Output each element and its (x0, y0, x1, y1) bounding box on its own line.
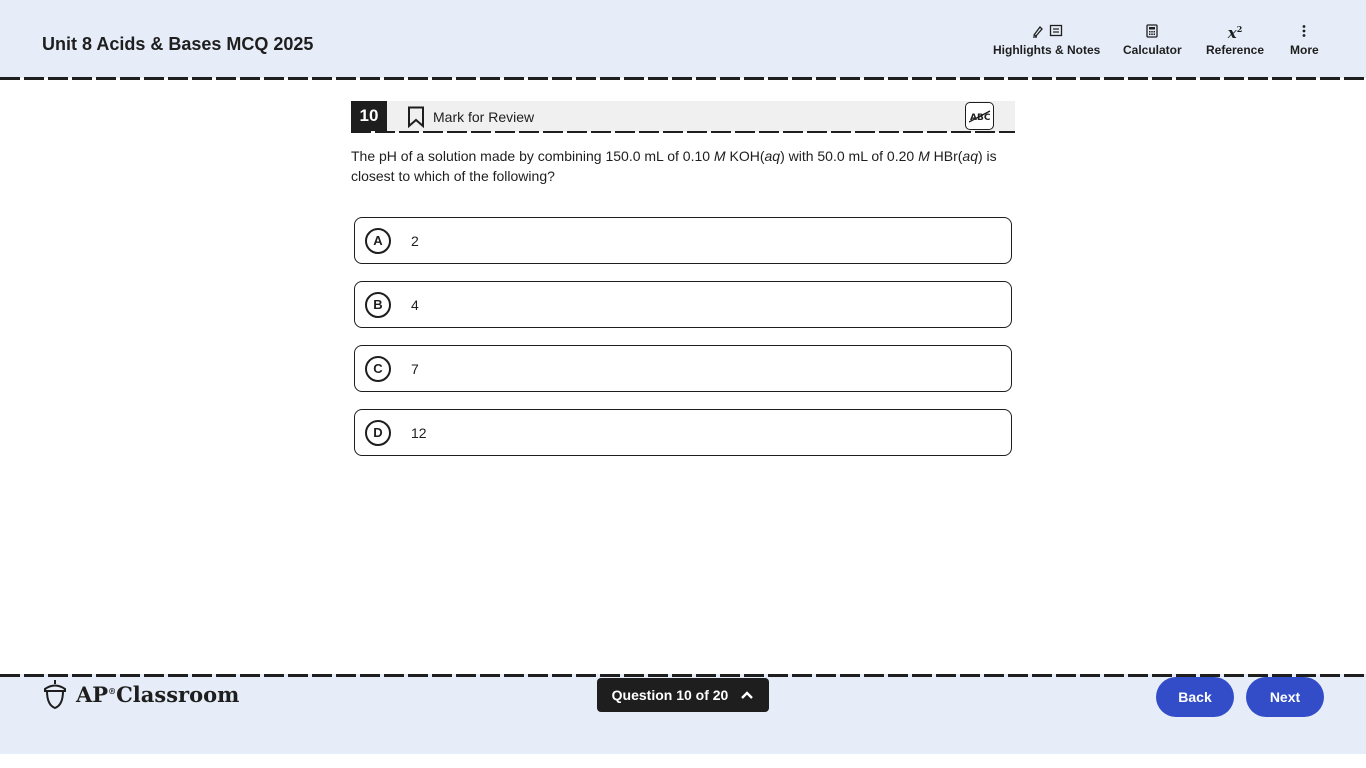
ap-classroom-logo (42, 678, 239, 710)
notes-icon (1049, 24, 1063, 38)
brand-text (76, 682, 239, 707)
question-number: 10 (351, 101, 387, 131)
highlights-notes-label: Highlights & Notes (993, 43, 1101, 57)
answer-choice-d[interactable] (354, 409, 1012, 456)
mark-for-review-button[interactable] (407, 106, 534, 128)
mark-for-review-label: Mark for Review (433, 109, 535, 125)
stem-molar-unit: M (918, 148, 930, 164)
stem-aq: aq (962, 148, 978, 164)
more-vertical-icon (1302, 24, 1306, 38)
answer-choice-b[interactable] (354, 281, 1012, 328)
choice-letter: A (365, 228, 391, 254)
reference-button[interactable] (1206, 22, 1264, 57)
back-button[interactable]: Back (1156, 677, 1234, 717)
choice-letter: C (365, 356, 391, 382)
stem-text: HBr( (929, 148, 963, 164)
reference-label: Reference (1206, 43, 1265, 57)
stem-text: ) with 50.0 mL of 0.20 (780, 148, 919, 164)
footer-divider (0, 674, 1366, 677)
reference-icon: $x^2$ (1227, 23, 1243, 42)
highlights-notes-button[interactable] (993, 22, 1100, 57)
choice-letter: B (365, 292, 391, 318)
question-stem (351, 146, 1015, 186)
chevron-up-icon (740, 690, 754, 700)
stem-text: KOH( (725, 148, 765, 164)
top-toolbar (0, 0, 1366, 78)
more-button[interactable] (1290, 22, 1319, 57)
calculator-label: Calculator (1123, 43, 1182, 57)
bottom-bar (0, 674, 1366, 754)
acorn-icon (42, 678, 68, 710)
more-label: More (1290, 43, 1319, 57)
calculator-button[interactable] (1123, 22, 1182, 57)
bottom-strip (0, 754, 1366, 768)
registered-mark: ® (108, 685, 117, 696)
highlighter-icon (1031, 24, 1045, 38)
stem-text: ) is closest to which of the following? (351, 148, 997, 184)
answer-choice-a[interactable] (354, 217, 1012, 264)
question-navigator-button[interactable] (597, 678, 769, 712)
exam-title: Unit 8 Acids & Bases MCQ 2025 (42, 34, 314, 54)
answer-eliminator-button[interactable] (965, 102, 994, 130)
choice-text: 7 (411, 360, 419, 377)
choice-letter: D (365, 420, 391, 446)
svg-text:ABC: ABC (969, 113, 990, 123)
bookmark-icon (407, 106, 425, 128)
stem-text: The pH of a solution made by combining 150.0 mL of 0.10 (351, 148, 714, 164)
stem-molar-unit: M (713, 148, 726, 164)
stem-aq: aq (764, 148, 781, 164)
strikethrough-abc-icon (969, 109, 991, 123)
question-navigator-label: Question 10 of 20 (611, 687, 729, 703)
choice-text: 12 (411, 424, 427, 441)
choice-text: 2 (411, 232, 419, 249)
header-divider (0, 77, 1366, 80)
answer-choice-c[interactable] (354, 345, 1012, 392)
brand-classroom: Classroom (116, 681, 240, 707)
question-header-bar (351, 101, 1015, 132)
brand-ap: AP (76, 681, 109, 707)
question-bar-divider (351, 131, 1015, 133)
next-button[interactable]: Next (1246, 677, 1324, 717)
calculator-icon (1146, 24, 1158, 38)
choice-text: 4 (411, 296, 419, 313)
